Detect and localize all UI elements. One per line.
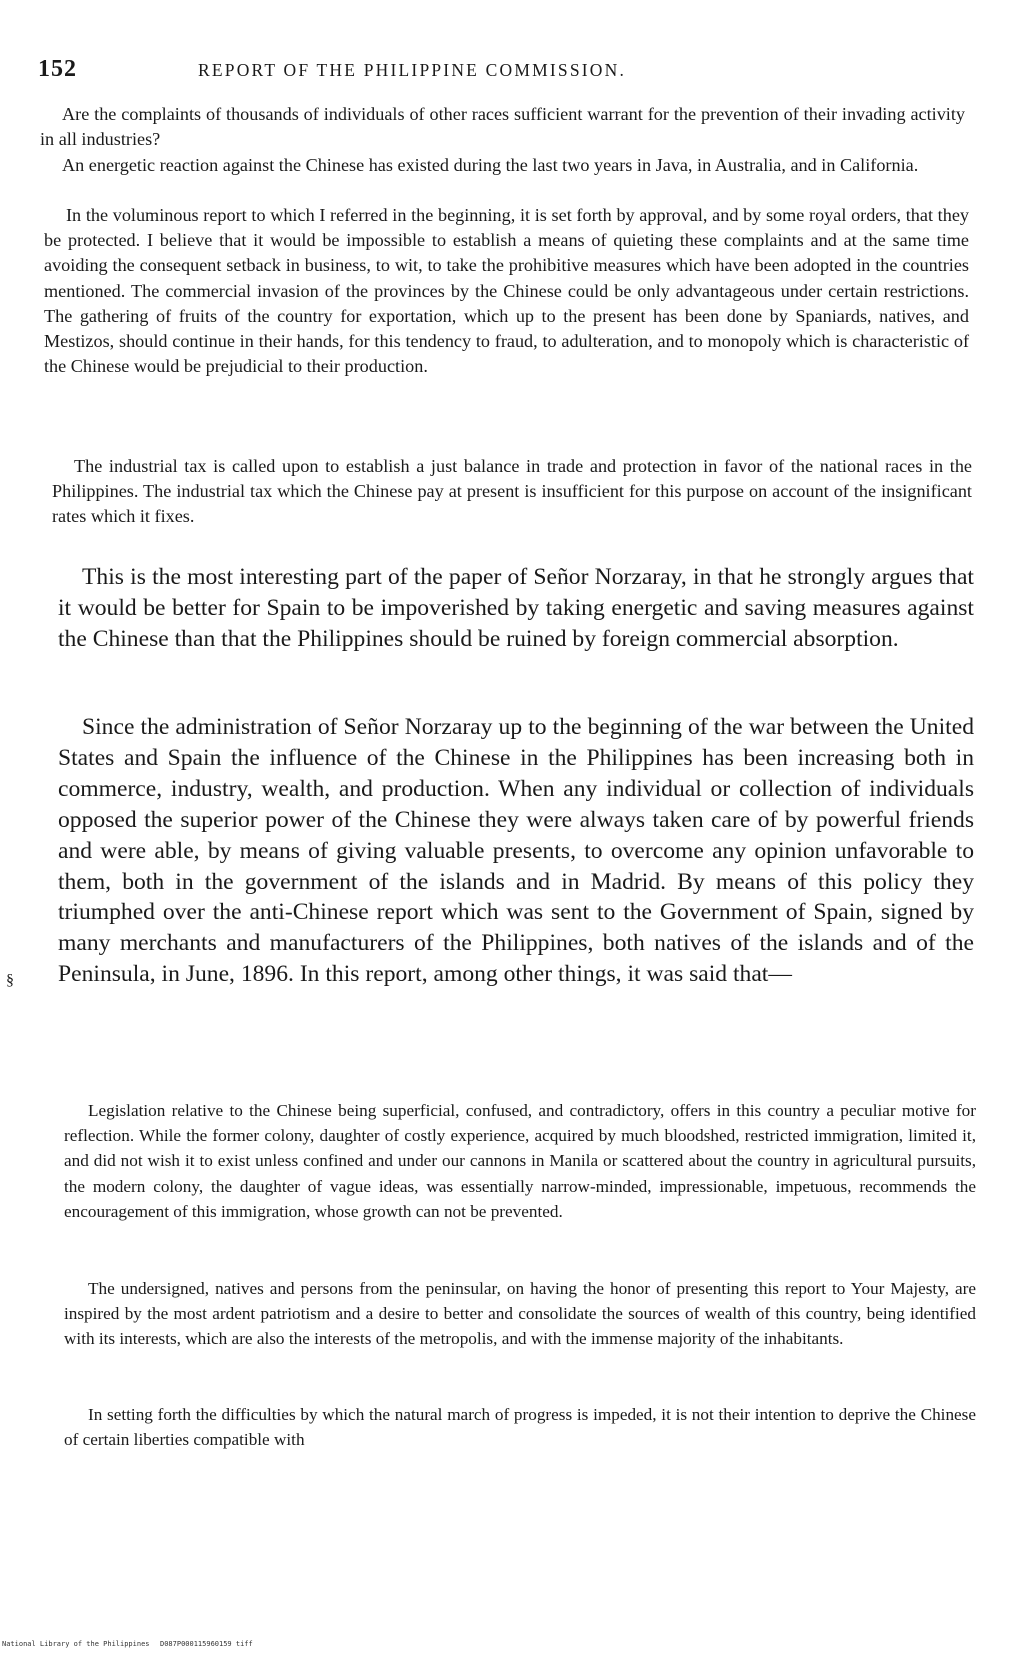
page-header [38,56,978,86]
block-quote-2: The undersigned, natives and persons from the peninsular, on having the honor of presenting this report to Your Majesty, are inspired by the most ardent patriotism and a desire to better and consolidate the sources of wealth of this country, being identified with its interests, which are also the interests of the metropolis, and with the immense majority of the inhabitants. [64,1279,976,1349]
body-paragraph-1: This is the most interesting part of the paper of Señor Norzaray, in that he strongly argues that it would be better for Spain to be impoverished by taking energetic and saving measures against the Chinese than that the Philippines should be ruined by foreign commercial absorption. [58,564,974,652]
margin-mark: § [6,972,14,989]
footer-source: National Library of the Philippines [2,1640,150,1648]
running-head: REPORT OF THE PHILIPPINE COMMISSION. [198,60,627,80]
quoted-paragraph-1: Are the complaints of thousands of individuals of other races sufficient warrant for the prevention of their invading activity in all industries? [40,104,965,150]
block-quote-1: Legislation relative to the Chinese being superficial, confused, and contradictory, offers in this country a peculiar motive for reflection. While the former colony, daughter of costly experience, acquired by much bloodshed, restricted immigration, limited it, and did not wish it to exist unless confined and under our cannons in Manila or scattered about the country in agricultural pursuits, the modern colony, the daughter of vague ideas, was essentially narrow-minded, impressionable, impetuous, recommends the encouragement of this immigration, whose growth can not be prevented. [64,1101,976,1221]
quoted-paragraph-4: The industrial tax is called upon to establish a just balance in trade and protection in favor of the national races in the Philippines. The industrial tax which the Chinese pay at present is insufficient for this purpose on account of the insignificant rates which it fixes. [52,456,972,527]
quoted-paragraph-2: An energetic reaction against the Chinese has existed during the last two years in Java, in Australia, and in California. [62,155,919,175]
body-paragraph-2: Since the administration of Señor Norzaray up to the beginning of the war between the United States and Spain the influence of the Chinese in the Philippines has been increasing both in commerce, industry, wealth, and production. When any individual or collection of individuals opposed the superior power of the Chinese they were always taken care of by powerful friends and were able, by means of giving valuable presents, to overcome any opinion unfavorable to them, both in the government of the islands and in Madrid. By means of this policy they triumphed over the anti-Chinese report which was sent to the Government of Spain, signed by many merchants and manufacturers of the Philippines, both natives of the islands and of the Peninsula, in June, 1896. In this report, among other things, it was said that— [58,714,974,988]
quoted-paragraph-3: In the voluminous report to which I referred in the beginning, it is set forth by approval, and by some royal orders, that they be protected. I believe that it would be impossible to establish a means of quieting these complaints and at the same time avoiding the consequent setback in business, to wit, to take the prohibitive measures which have been adopted in the countries mentioned. The commercial invasion of the provinces by the Chinese could be only advantageous under certain restrictions. The gathering of fruits of the country for exportation, which up to the present has been done by Spaniards, natives, and Mestizos, should continue in their hands, for this tendency to fraud, to adulteration, and to monopoly which is characteristic of the Chinese would be prejudicial to their production. [44,205,969,377]
block-quote-3: In setting forth the difficulties by which the natural march of progress is impeded, it is not their intention to deprive the Chinese of certain liberties compatible with [64,1405,976,1450]
footer-file-id: D087P000115960159 tiff [160,1640,253,1648]
page-number: 152 [38,56,77,82]
